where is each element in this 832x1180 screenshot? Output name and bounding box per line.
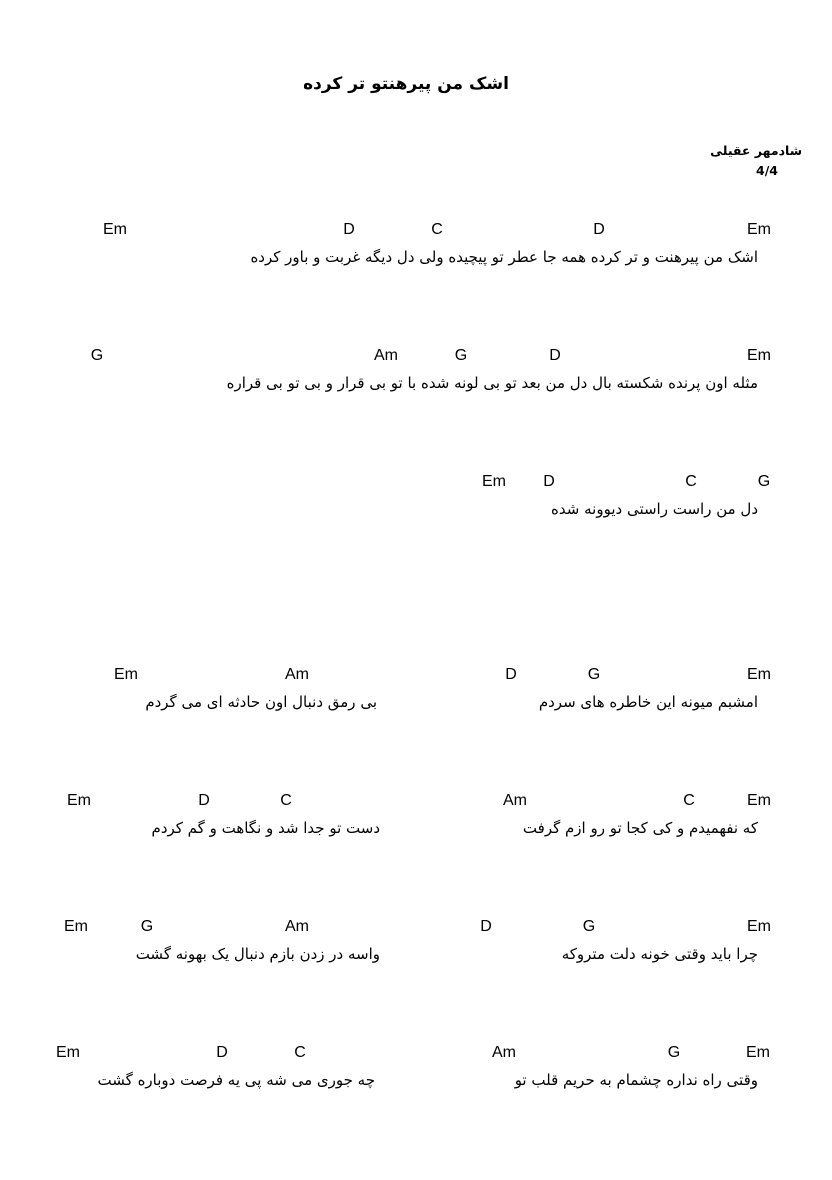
chord: D [343, 221, 355, 238]
chord: C [280, 792, 292, 809]
chord: Em [103, 221, 127, 238]
chord: G [667, 1044, 681, 1061]
chord: D [593, 221, 605, 238]
chord: Am [285, 918, 309, 935]
chord: C [683, 792, 695, 809]
lyric-line-right: وقتی راه نداره چشمام به حریم قلب تو [514, 1071, 758, 1089]
chord: Em [747, 347, 771, 364]
lyric-line-left: چه جوری می شه پی یه فرصت دوباره گشت [97, 1071, 375, 1089]
lyric-line: اشک من پیرهنت و تر کرده همه جا عطر تو پیچیده ولی دل دیگه غربت و باور کرده [250, 248, 758, 266]
lyric-line-left: دست تو جدا شد و نگاهت و گم کردم [151, 819, 380, 837]
chord: Em [747, 792, 771, 809]
chord: G [140, 918, 154, 935]
chord: G [90, 347, 104, 364]
chord: C [294, 1044, 306, 1061]
chord: C [685, 473, 697, 490]
chord: Em [67, 792, 91, 809]
chord: G [587, 666, 601, 683]
chord: D [543, 473, 555, 490]
chord: Em [747, 221, 771, 238]
chord: G [757, 473, 771, 490]
chord: Em [746, 1044, 770, 1061]
lyric-line: دل من راست راستی دیوونه شده [551, 500, 758, 518]
chord: G [454, 347, 468, 364]
lyric-line-left: واسه در زدن بازم دنبال یک بهونه گشت [135, 945, 380, 963]
lyric-line-right: چرا باید وقتی خونه دلت متروکه [561, 945, 758, 963]
lyric-line: مثله اون پرنده شکسته بال دل من بعد تو بی لونه شده با تو بی قرار و بی تو بی قراره [226, 374, 758, 392]
chord: C [431, 221, 443, 238]
chord: Em [747, 666, 771, 683]
composer-name: شادمهر عقیلی [710, 143, 802, 158]
chord: D [216, 1044, 228, 1061]
chord: D [549, 347, 561, 364]
time-signature: 4/4 [756, 163, 778, 178]
chord: G [582, 918, 596, 935]
lyric-line-left: بی رمق دنبال اون حادثه ای می گردم [145, 693, 377, 711]
chord: Em [482, 473, 506, 490]
chord: Em [114, 666, 138, 683]
song-title: اشک من پیرهنتو تر کرده [303, 74, 509, 94]
chord: Em [747, 918, 771, 935]
chord: Em [56, 1044, 80, 1061]
chord: Em [64, 918, 88, 935]
chord: Am [374, 347, 398, 364]
lyric-line-right: امشبم میونه این خاطره های سردم [538, 693, 758, 711]
chord: D [505, 666, 517, 683]
chord: D [480, 918, 492, 935]
chord: D [198, 792, 210, 809]
chord: Am [285, 666, 309, 683]
chord: Am [503, 792, 527, 809]
lyric-line-right: که نفهمیدم و کی کجا تو رو ازم گرفت [522, 819, 758, 837]
chord: Am [492, 1044, 516, 1061]
